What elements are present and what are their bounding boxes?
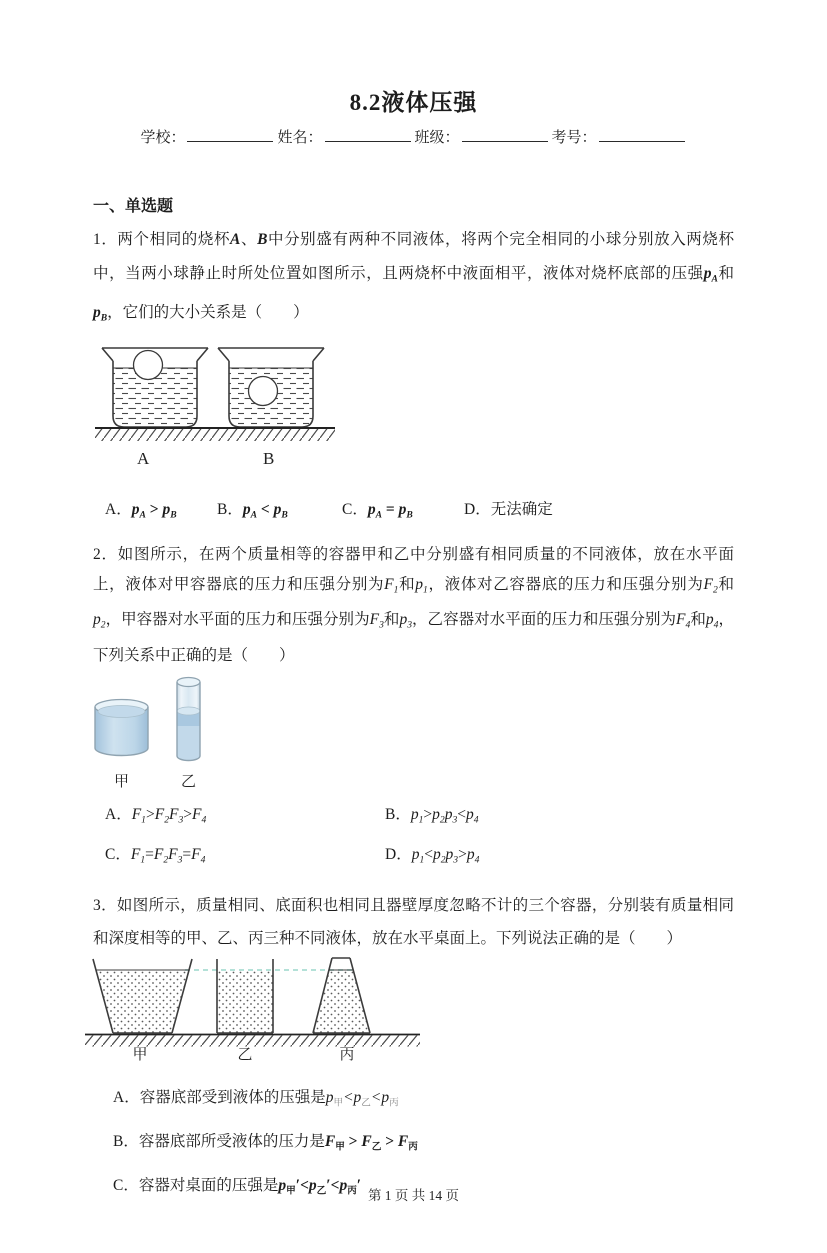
figure-q2-cylinders xyxy=(93,675,223,790)
student-info-line xyxy=(93,126,734,147)
q3-option-c: C．容器对桌面的压强是$p_甲'<p_乙'<p_丙'$ xyxy=(113,1177,362,1197)
exam-no-blank xyxy=(599,126,685,142)
q2-option-c: C．$F_1=F_2F_3=F_4$ xyxy=(105,846,206,866)
page-content xyxy=(0,84,827,1211)
beaker-a-label: A xyxy=(137,448,150,468)
q3-option-b: B．容器底部所受液体的压力是$F_甲 > F_乙 > F_丙$ xyxy=(113,1132,418,1153)
figure-q3-containers xyxy=(85,957,420,1063)
section-heading: 一、单选题 xyxy=(93,198,174,215)
container-yi-label: 乙 xyxy=(237,1046,253,1063)
container-jia-label: 甲 xyxy=(132,1046,148,1063)
beaker-a xyxy=(102,348,208,427)
figure-q3 xyxy=(85,957,734,1068)
page-footer: 第 1 页 共 14 页 xyxy=(367,1188,460,1203)
container-bing-label: 丙 xyxy=(339,1046,355,1063)
q2-option-d: D．$p_1<p_2p_3>p_4$ xyxy=(385,846,480,866)
q1-option-c: C．$p_A = p_B$ xyxy=(342,500,413,521)
question-3-text: 3．如图所示，质量相同、底面积也相同且器壁厚度忽略不计的三个容器，分别装有质量相同和深度相等的甲、乙、丙三种不同液体，放在水平桌面上。下列说法正确的是（ ） xyxy=(93,896,734,947)
container-yi-rectangle xyxy=(217,959,273,1033)
floating-ball-a xyxy=(134,350,163,379)
figure-q1 xyxy=(95,342,734,475)
q1-option-d: D．无法确定 xyxy=(464,500,553,518)
q2-option-a: A．$F_1>F_2F_3>F_4$ xyxy=(105,805,207,826)
beaker-b-label: B xyxy=(263,448,275,468)
school-field xyxy=(140,126,275,147)
figure-q2 xyxy=(93,675,734,795)
class-blank xyxy=(462,126,548,142)
worksheet-page xyxy=(0,84,827,1253)
school-blank xyxy=(187,126,273,142)
q1-option-a: A．$p_A > p_B$ xyxy=(105,500,177,521)
class-label: 班级： xyxy=(414,130,460,146)
suspended-ball-b xyxy=(249,376,278,405)
q3-option-a: A．容器底部受到液体的压强是$p_甲<p_乙<p_丙$ xyxy=(113,1088,399,1108)
container-yi-label: 乙 xyxy=(180,773,197,790)
name-field xyxy=(277,126,412,147)
name-label: 姓名： xyxy=(277,130,323,146)
q1-option-b: B．$p_A < p_B$ xyxy=(217,500,288,521)
container-yi-narrow xyxy=(177,677,200,760)
class-field xyxy=(415,126,550,147)
question-2-text: 2．如图所示，在两个质量相等的容器甲和乙中分别盛有相同质量的不同液体，放在水平面上，液体对甲容器底的压力和压强分别为$F_1$和$p_1$，液体对乙容器底的压力和压强分别为$F_2$和$p_2$，甲容器对水平面的压力和压强分别为$F_3$和$p_3$，乙容器对水平面的压力和压强分别为$F_4$和$p_4$，下列关系中正确的是（ ） xyxy=(93,546,734,664)
container-jia-wide xyxy=(95,699,148,755)
page-title: 8.2液体压强 xyxy=(349,90,478,115)
exam-no-label: 考号： xyxy=(551,130,597,146)
school-label: 学校： xyxy=(140,130,186,146)
q2-option-b: B．$p_1>p_2p_3<p_4$ xyxy=(385,805,479,826)
name-blank xyxy=(325,126,411,142)
table-hatch xyxy=(85,1035,420,1046)
ground-hatch xyxy=(95,429,335,441)
question-1-options xyxy=(93,497,734,520)
figure-q1-beakers xyxy=(95,342,335,470)
beaker-b xyxy=(218,348,324,427)
container-jia-label: 甲 xyxy=(113,773,130,790)
question-1-text: 1．两个相同的烧杯A、B中分别盛有两种不同液体，将两个完全相同的小球分别放入两烧杯中，当两小球静止时所处位置如图所示，且两烧杯中液面相平，液体对烧杯底部的压强$p_A$和$p_B$，它们的大小关系是（ ） xyxy=(93,231,734,324)
container-jia-trapezoid xyxy=(93,959,192,1033)
exam-no-field xyxy=(552,126,687,147)
question-2-options xyxy=(93,801,734,875)
